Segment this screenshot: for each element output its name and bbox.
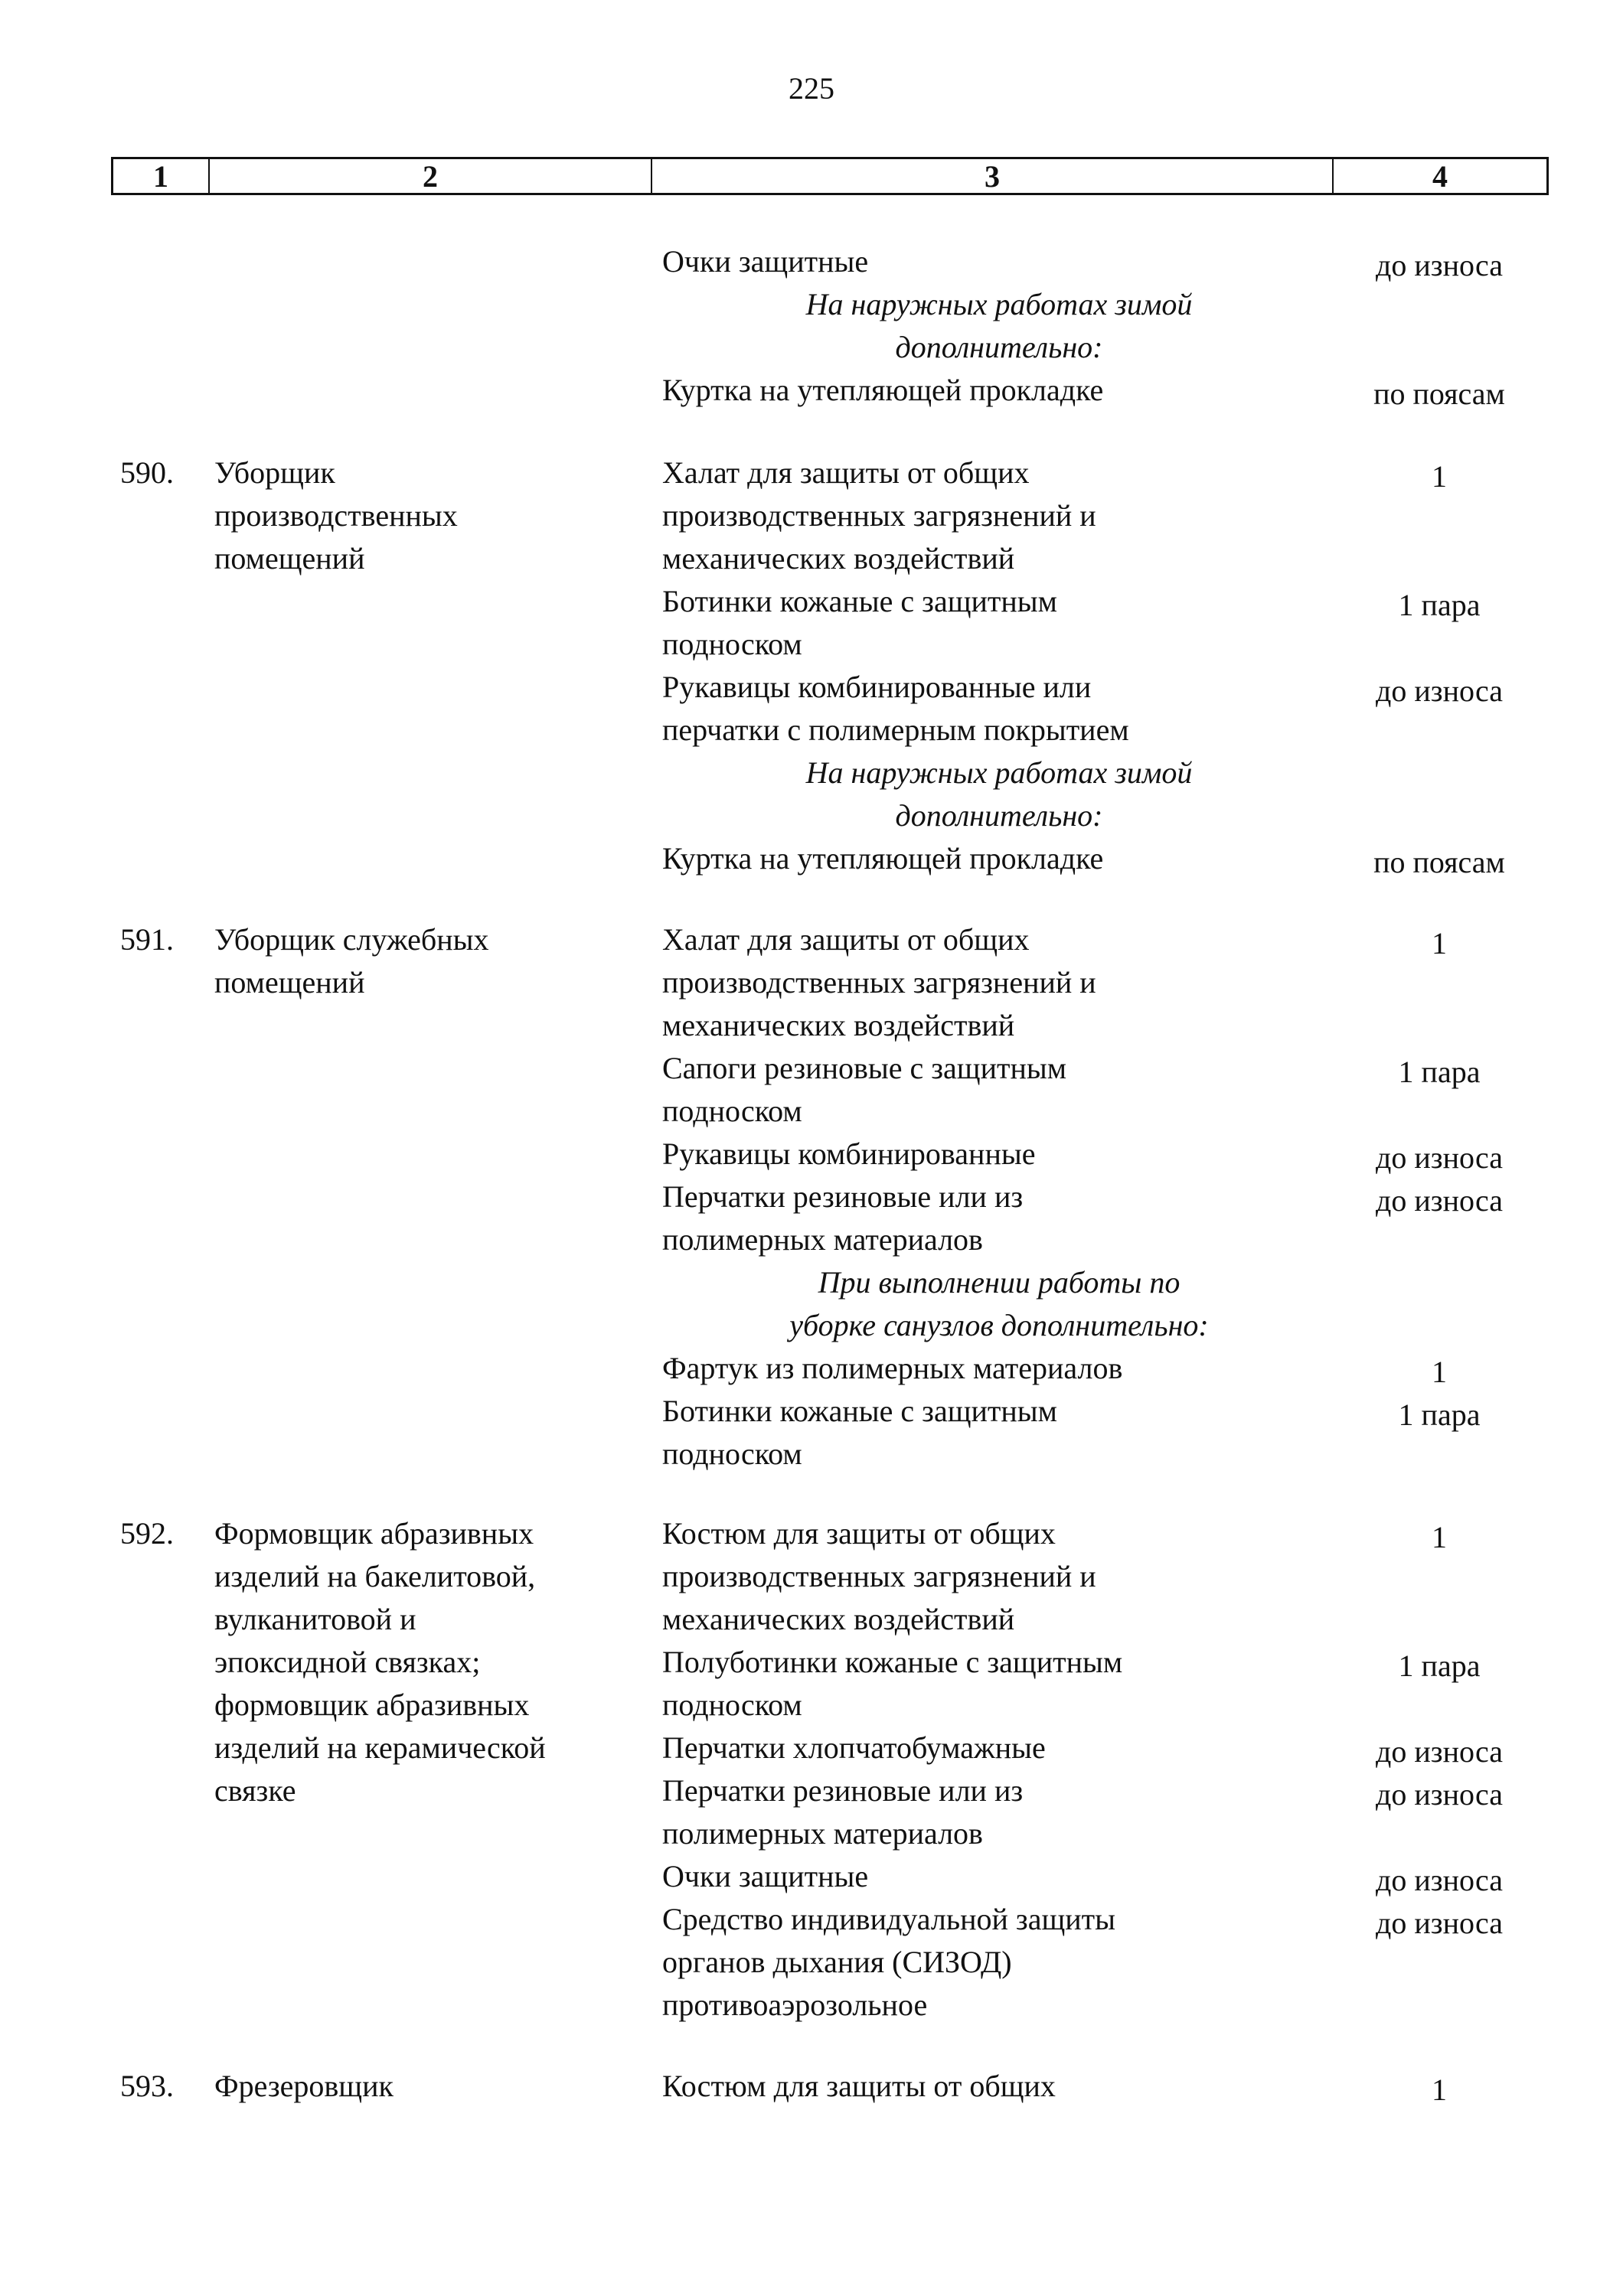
profession-line: Уборщик — [214, 455, 335, 490]
item-qty: до износа — [1376, 1863, 1503, 1897]
item-name: Очки защитные — [662, 244, 869, 279]
item-qty: до износа — [1376, 248, 1503, 282]
header-col-4: 4 — [1432, 158, 1448, 194]
item-name: полимерных материалов — [662, 1816, 983, 1851]
item-name: подноском — [662, 1437, 802, 1471]
item-name: Рукавицы комбинированные или — [662, 670, 1092, 704]
item-qty: до износа — [1376, 673, 1503, 708]
item-name: Средство индивидуальной защиты — [662, 1902, 1116, 1936]
item-name: Рукавицы комбинированные — [662, 1137, 1036, 1171]
profession-line: связке — [214, 1773, 296, 1808]
item-name: Куртка на утепляющей прокладке — [662, 373, 1104, 407]
profession-line: помещений — [214, 965, 365, 1000]
item-name: противоаэрозольное — [662, 1988, 928, 2022]
item-name: подноском — [662, 1094, 802, 1128]
item-qty: до износа — [1376, 1906, 1503, 1940]
entry-number: 593. — [120, 2069, 174, 2103]
item-qty: 1 — [1432, 459, 1447, 494]
profession-line: изделий на бакелитовой, — [214, 1559, 536, 1593]
item-name: механических воздействий — [662, 541, 1015, 576]
item-qty: до износа — [1376, 1183, 1503, 1218]
profession-line: помещений — [214, 541, 365, 576]
item-qty: 1 пара — [1398, 1055, 1481, 1089]
subheading: На наружных работах зимой — [805, 287, 1193, 321]
item-name: производственных загрязнений и — [662, 965, 1096, 1000]
item-qty: 1 — [1432, 1520, 1447, 1554]
item-name: Костюм для защиты от общих — [662, 2069, 1056, 2103]
item-qty: 1 — [1432, 2073, 1447, 2107]
item-name: производственных загрязнений и — [662, 498, 1096, 533]
item-name: Перчатки хлопчатобумажные — [662, 1730, 1046, 1765]
profession-line: формовщик абразивных — [214, 1688, 530, 1722]
item-name: Куртка на утепляющей прокладке — [662, 841, 1104, 876]
item-qty: по поясам — [1373, 845, 1505, 879]
item-name: подноском — [662, 627, 802, 661]
item-name: производственных загрязнений и — [662, 1559, 1096, 1593]
item-name: Сапоги резиновые с защитным — [662, 1051, 1067, 1085]
item-name: Костюм для защиты от общих — [662, 1516, 1056, 1551]
page-number: 225 — [789, 71, 834, 106]
entry-number: 590. — [120, 455, 174, 490]
item-name: органов дыхания (СИЗОД) — [662, 1945, 1012, 1979]
subheading: дополнительно: — [895, 798, 1103, 833]
subheading: уборке санузлов дополнительно: — [789, 1308, 1209, 1342]
item-qty: 1 — [1432, 926, 1447, 960]
header-col-3: 3 — [652, 159, 1334, 193]
item-name: подноском — [662, 1688, 802, 1722]
entry-number: 591. — [120, 922, 174, 957]
item-name: полимерных материалов — [662, 1222, 983, 1257]
item-name: Ботинки кожаные с защитным — [662, 1394, 1057, 1428]
item-name: Халат для защиты от общих — [662, 455, 1030, 490]
item-qty: до износа — [1376, 1140, 1503, 1175]
item-qty: 1 — [1432, 1355, 1447, 1389]
profession-line: Уборщик служебных — [214, 922, 489, 957]
item-qty: до износа — [1376, 1777, 1503, 1812]
item-qty: 1 пара — [1398, 1649, 1481, 1683]
item-qty: по поясам — [1373, 377, 1505, 411]
item-name: Перчатки резиновые или из — [662, 1179, 1024, 1214]
item-name: механических воздействий — [662, 1008, 1015, 1042]
item-name: Полуботинки кожаные с защитным — [662, 1645, 1123, 1679]
profession-line: эпоксидной связках; — [214, 1645, 481, 1679]
item-qty: до износа — [1376, 1734, 1503, 1769]
profession-line: изделий на керамической — [214, 1730, 546, 1765]
profession-line: Фрезеровщик — [214, 2069, 394, 2103]
item-name: механических воздействий — [662, 1602, 1015, 1636]
item-name: Ботинки кожаные с защитным — [662, 584, 1057, 618]
subheading: При выполнении работы по — [818, 1265, 1181, 1300]
item-name: Очки защитные — [662, 1859, 869, 1893]
subheading: На наружных работах зимой — [805, 755, 1193, 790]
item-qty: 1 пара — [1398, 1397, 1481, 1432]
entry-number: 592. — [120, 1516, 174, 1551]
header-col-2: 2 — [210, 159, 652, 193]
item-name: Халат для защиты от общих — [662, 922, 1030, 957]
item-name: Перчатки резиновые или из — [662, 1773, 1024, 1808]
profession-line: вулканитовой и — [214, 1602, 416, 1636]
item-name: Фартук из полимерных материалов — [662, 1351, 1123, 1385]
header-col-1: 1 — [113, 159, 210, 193]
item-name: перчатки с полимерным покрытием — [662, 713, 1129, 747]
profession-line: Формовщик абразивных — [214, 1516, 534, 1551]
subheading: дополнительно: — [895, 330, 1103, 364]
profession-line: производственных — [214, 498, 458, 533]
item-qty: 1 пара — [1398, 588, 1481, 622]
